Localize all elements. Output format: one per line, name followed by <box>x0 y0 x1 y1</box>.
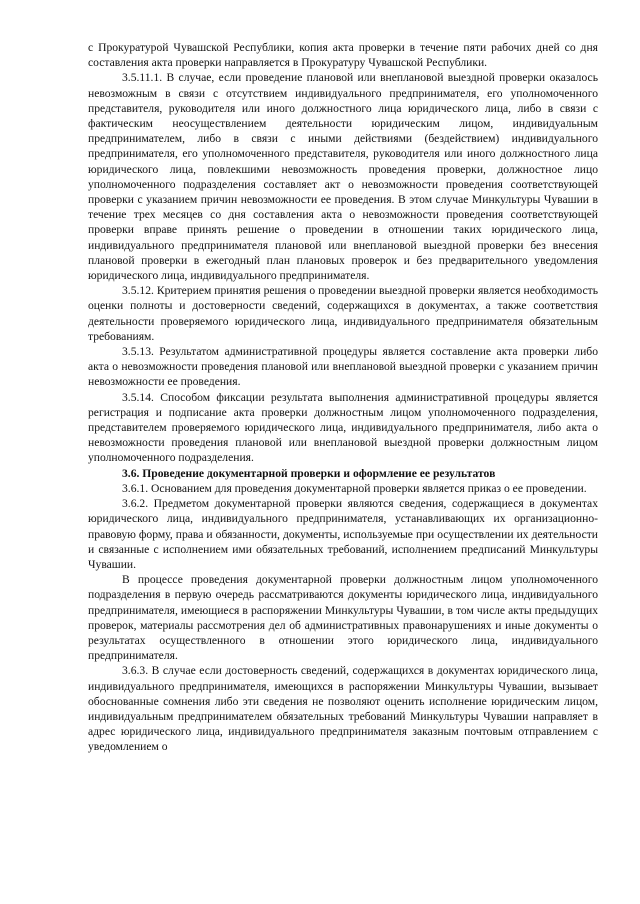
paragraph-3-5-12: 3.5.12. Критерием принятия решения о проведении выездной проверки является необходимость оценки полноты и достоверности сведений, содержащихся в документах, а также соответствия деятельности проверяемого юридического лица, индивидуального предпринимателя обязательным требованиям. <box>88 284 598 343</box>
paragraph-3-5-14: 3.5.14. Способом фиксации результата выполнения административной процедуры является регистрация и подписание акта проверки должностным лицом уполномоченного подразделения, представителем проверяемого юридического лица, индивидуального предпринимателя, либо акта о невозможности проведения плановой или внеплановой выездной проверки должностным лицом уполномоченного подразделения. <box>88 390 598 465</box>
paragraph-3-6-1: 3.6.1. Основанием для проведения документарной проверки является приказ о ее проведении. <box>122 481 587 495</box>
paragraph-continuation: с Прокуратурой Чувашской Республики, копия акта проверки в течение пяти рабочих дней со дня составления акта проверки направляется в Прокуратуру Чувашской Республики. <box>88 41 598 70</box>
paragraph-3-6-2: 3.6.2. Предметом документарной проверки являются сведения, содержащиеся в документах юридического лица, индивидуального предпринимателя, устанавливающих их организационно-правовую форму, права и обязанности, документы, используемые при осуществлении их деятельности и связанные с исполнением ими обязательных требований, исполнением предписаний Минкультуры Чувашии. <box>88 497 598 571</box>
document-page <box>88 40 598 755</box>
paragraph-3-6-3: 3.6.3. В случае если достоверность сведений, содержащихся в документах юридического лица, индивидуального предпринимателя, имеющихся в распоряжении Минкультуры Чувашии, вызывает обоснованные сомнения либо эти сведения не позволяют оценить исполнение юридическим лицом, индивидуальным предпринимателем обязательных требований Минкультуры Чувашии направляет в адрес юридического лица, индивидуального предпринимателя заказным почтовым отправлением с уведомлением о <box>88 664 598 754</box>
paragraph-3-5-11-1: 3.5.11.1. В случае, если проведение плановой или внеплановой выездной проверки оказалось невозможным в связи с отсутствием индивидуального предпринимателя, его уполномоченного представителя, руководителя или иного должностного лица юридического лица, либо в связи с фактическим неосуществлением деятельности юридическим лицом, индивидуальным предпринимателем, либо в связи с иными действиями (бездействием) индивидуального предпринимателя, его уполномоченного представителя, руководителя или иного должностного лица юридического лица, повлекшими невозможность проведения проверки, должностное лицо уполномоченного подразделения составляет акт о невозможности проведения соответствующей проверки с указанием причин невозможности ее проведения. В этом случае Минкультуры Чувашии в течение трех месяцев со дня составления акта о невозможности проведения соответствующей проверки вправе принять решение о проведении в отношении таких юридического лица, индивидуального предпринимателя плановой или внеплановой выездной проверки без внесения плановой проверки в ежегодный план плановых проверок и без предварительного уведомления юридического лица, индивидуального предпринимателя. <box>88 71 598 283</box>
paragraph-documentary-review: В процессе проведения документарной проверки должностным лицом уполномоченного подразделения в первую очередь рассматриваются документы юридического лица, индивидуального предпринимателя, имеющиеся в распоряжении Минкультуры Чувашии, в том числе акты предыдущих проверок, материалы рассмотрения дел об административных правонарушениях и иные документы о результатах осуществленного в отношении этого юридического лица, индивидуального предпринимателя. <box>88 573 598 663</box>
paragraph-3-5-13: 3.5.13. Результатом административной процедуры является составление акта проверки либо акта о невозможности проведения плановой или внеплановой выездной проверки с указанием причин невозможности ее проведения. <box>88 345 598 389</box>
section-heading-3-6: 3.6. Проведение документарной проверки и оформление ее результатов <box>122 466 496 480</box>
